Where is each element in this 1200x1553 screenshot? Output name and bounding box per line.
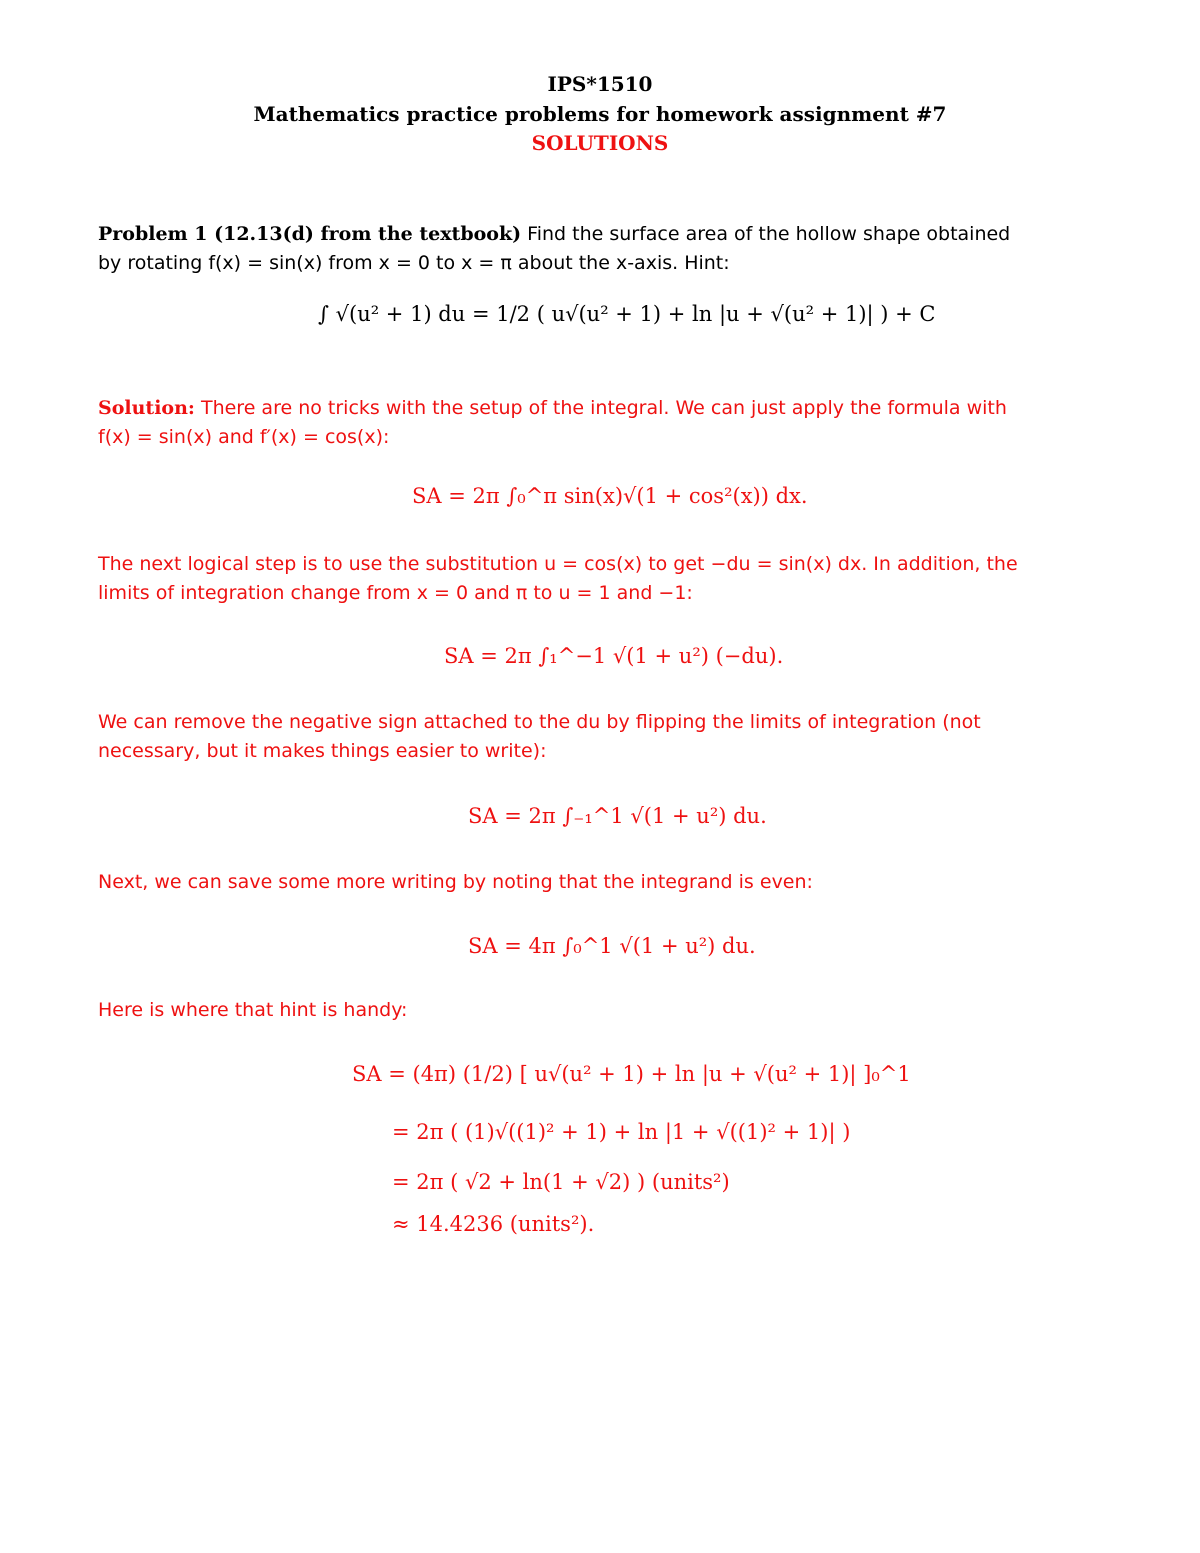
document-subtitle: Mathematics practice problems for homework assignment #7 [253, 102, 947, 126]
solutions-heading: SOLUTIONS [531, 131, 669, 155]
solution-p2-line1: The next logical step is to use the substitution u = cos(x) to get −du = sin(x) dx. In addition, the [98, 553, 1018, 575]
solution-paragraph-2 [98, 550, 1086, 608]
equation-1: SA = 2π ∫₀^π sin(x)√(1 + cos²(x)) dx. [412, 484, 808, 508]
final-line-2: = 2π ( (1)√((1)² + 1) + ln |1 + √((1)² + 1)| ) [392, 1120, 851, 1144]
solution-paragraph-5: Here is where that hint is handy: [98, 999, 408, 1021]
problem-label: Problem 1 (12.13(d) from the textbook) [98, 223, 522, 245]
solution-paragraph-3 [98, 708, 1086, 766]
hint-formula [318, 302, 936, 326]
hint-formula-text: ∫ √(u² + 1) du = 1/2 ( u√(u² + 1) + ln |u + √(u² + 1)| ) + C [318, 302, 936, 326]
equation-4: SA = 4π ∫₀^1 √(1 + u²) du. [468, 934, 756, 958]
final-line-4: ≈ 14.4236 (units²). [392, 1212, 595, 1236]
solution-paragraph-1 [98, 394, 1086, 452]
solution-paragraph-4: Next, we can save some more writing by noting that the integrand is even: [98, 871, 813, 893]
final-line-1: SA = (4π) (1/2) [ u√(u² + 1) + ln |u + √(u² + 1)| ]₀^1 [352, 1062, 911, 1086]
solution-label: Solution: [98, 397, 195, 419]
solution-p2-line2: limits of integration change from x = 0 and π to u = 1 and −1: [98, 582, 693, 604]
equation-2: SA = 2π ∫₁^−1 √(1 + u²) (−du). [444, 644, 784, 668]
solution-p3-line2: necessary, but it makes things easier to write): [98, 740, 547, 762]
equation-3: SA = 2π ∫₋₁^1 √(1 + u²) du. [468, 804, 767, 828]
course-code: IPS*1510 [547, 72, 653, 96]
solution-p1-line1: There are no tricks with the setup of the integral. We can just apply the formula with [200, 397, 1007, 419]
solution-p1-line2: f(x) = sin(x) and f′(x) = cos(x): [98, 426, 390, 448]
problem-statement [98, 220, 1086, 278]
problem-text-line1: Find the surface area of the hollow shape obtained [527, 223, 1011, 245]
problem-text-line2: by rotating f(x) = sin(x) from x = 0 to x = π about the x-axis. Hint: [98, 252, 730, 274]
solution-p3-line1: We can remove the negative sign attached to the du by flipping the limits of integration (not [98, 711, 981, 733]
final-line-3: = 2π ( √2 + ln(1 + √2) ) (units²) [392, 1170, 730, 1194]
